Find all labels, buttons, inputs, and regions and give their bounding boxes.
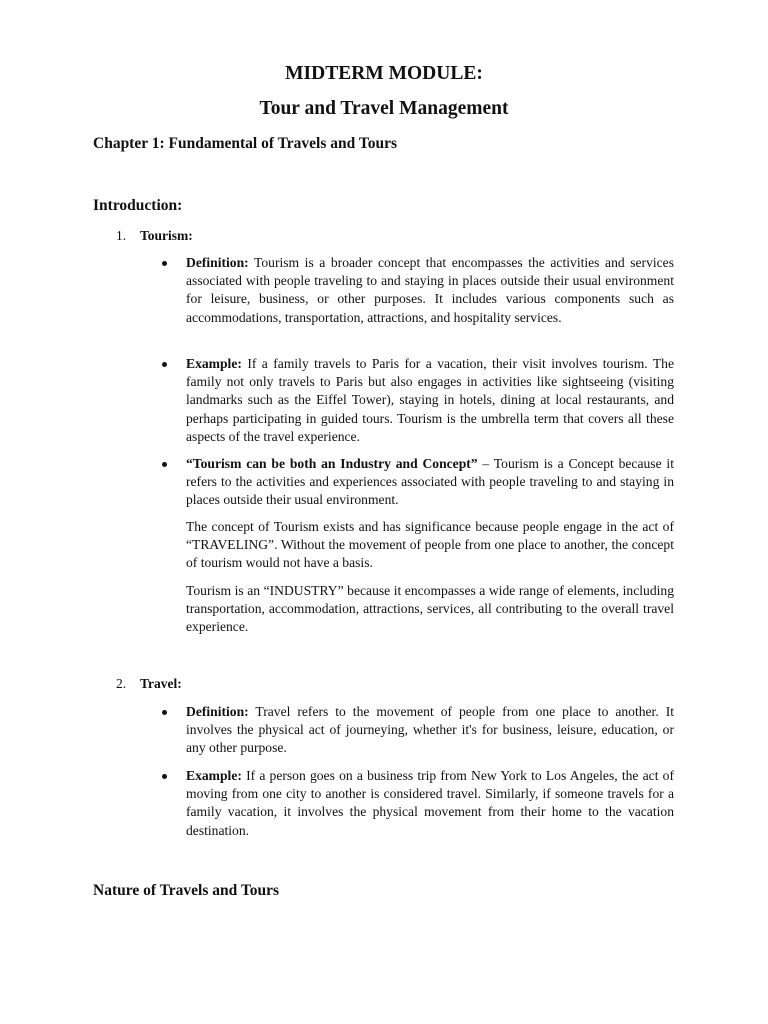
bullet-icon — [162, 774, 167, 779]
definition-text: Travel refers to the movement of people from one place to another. It involves the physical act of journeying, whether it's for business, leisure, education, or any other purpose. — [186, 704, 674, 756]
industry-paragraph: Tourism is an “INDUSTRY” because it encompasses a wide range of elements, including transportation, accommodation, attractions, services, all contributing to the overall travel experience. — [186, 583, 674, 635]
definition-text: Tourism is a broader concept that encompasses the activities and services associated with people traveling to and staying in places outside their usual environment for leisure, business, or other purposes. It includes various components such as accommodations, transportation, attractions, and hospitality services. — [186, 255, 674, 325]
chapter-heading: Chapter 1: Fundamental of Travels and Tours — [93, 135, 398, 152]
example-label: Example: — [186, 356, 242, 371]
course-title: Tour and Travel Management — [259, 98, 509, 119]
module-title: MIDTERM MODULE: — [285, 63, 483, 84]
bullet-icon — [162, 362, 167, 367]
example-text: If a family travels to Paris for a vacation, their visit involves tourism. The family not only travels to Paris but also engages in activities like sightseeing (visiting landmarks such as the Eiffel Tower), staying in hotels, dining at local restaurants, and perhaps participating in guided tours. Tourism is the umbrella term that covers all these aspects of the travel experience. — [186, 356, 674, 444]
bullet-icon — [162, 261, 167, 266]
list-number: 2. — [116, 676, 127, 691]
bullet-tourism-example — [186, 355, 674, 446]
example-label: Example: — [186, 768, 242, 783]
bullet-travel-definition — [186, 703, 674, 758]
bullet-tourism-definition — [186, 254, 674, 327]
introduction-heading: Introduction: — [93, 197, 183, 214]
example-text: If a person goes on a business trip from New York to Los Angeles, the act of moving from one city to another is considered travel. Similarly, if someone travels for a family vacation, it involves the physical movement from their home to the vacation destination. — [186, 768, 674, 838]
bullet-icon — [162, 462, 167, 467]
concept-paragraph: The concept of Tourism exists and has significance because people engage in the act of “TRAVELING”. Without the movement of people from one place to another, the concept of tourism would not have a basis. — [186, 519, 674, 571]
bullet-icon — [162, 710, 167, 715]
list-number: 1. — [116, 228, 127, 243]
bullet-travel-example — [186, 767, 674, 840]
industry-concept-text: – Tourism is a Concept because it refers to the activities and experiences associated with people traveling to and staying in places outside their usual environment. — [186, 456, 674, 508]
definition-label: Definition: — [186, 704, 249, 719]
list-label: Travel: — [140, 676, 182, 691]
bullet-tourism-industry-concept — [186, 455, 674, 510]
definition-label: Definition: — [186, 255, 249, 270]
list-item-travel — [116, 675, 182, 693]
industry-concept-label: “Tourism can be both an Industry and Concept” — [186, 456, 478, 471]
list-label: Tourism: — [140, 228, 193, 243]
nature-heading: Nature of Travels and Tours — [93, 882, 280, 899]
list-item-tourism — [116, 227, 193, 245]
